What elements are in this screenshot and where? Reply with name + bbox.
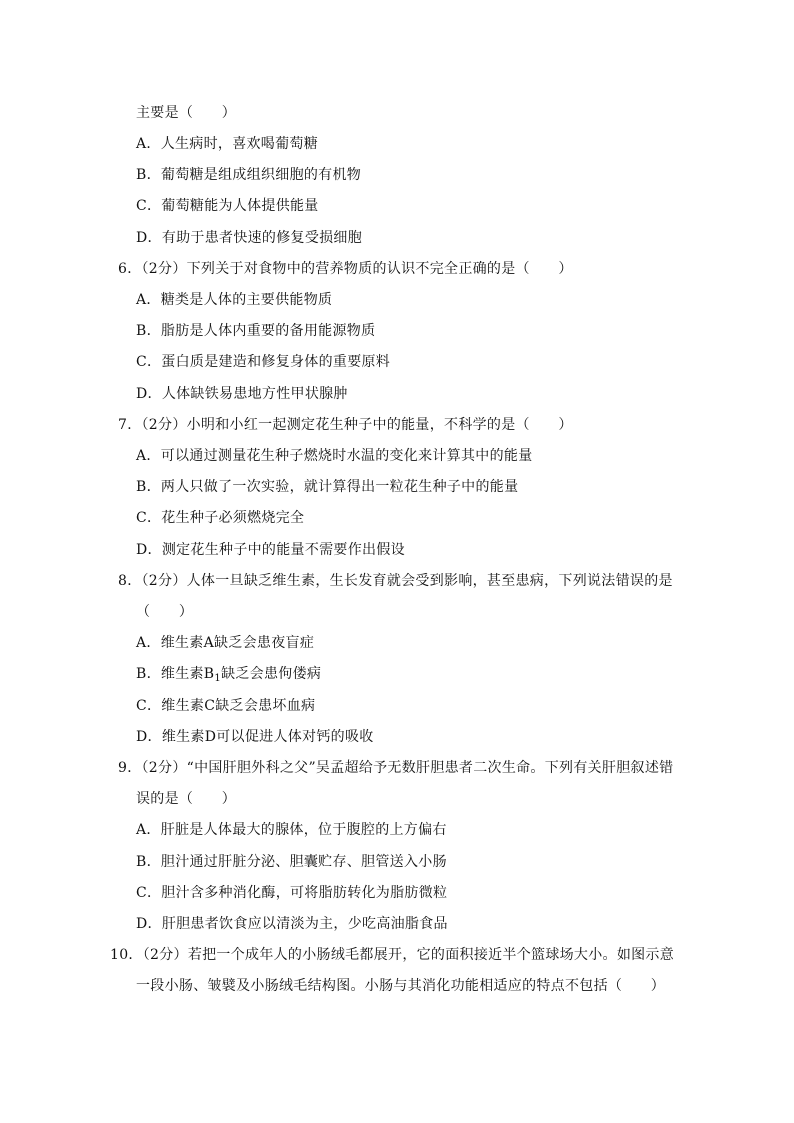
q6-option-c: C．蛋白质是建造和修复身体的重要原料 xyxy=(136,354,391,370)
q5-option-d: D．有助于患者快速的修复受损细胞 xyxy=(136,230,363,246)
q9-option-c: C．胆汁含多种消化酶，可将脂肪转化为脂肪微粒 xyxy=(136,885,448,901)
q8-option-b-subscript: 1 xyxy=(214,673,222,684)
q9-option-a: A．肝脏是人体最大的腺体，位于腹腔的上方偏右 xyxy=(136,822,447,838)
q7-option-a: A．可以通过测量花生种子燃烧时水温的变化来计算其中的能量 xyxy=(136,448,533,464)
q7-option-b: B．两人只做了一次实验，就计算得出一粒花生种子中的能量 xyxy=(136,479,519,495)
q7-option-d: D．测定花生种子中的能量不需要作出假设 xyxy=(136,542,405,558)
q6-option-b: B．脂肪是人体内重要的备用能源物质 xyxy=(136,323,376,339)
q7-option-c: C．花生种子必须燃烧完全 xyxy=(136,510,305,526)
q8-option-b-prefix: B．维生素B xyxy=(136,666,215,682)
q9-option-b: B．胆汁通过肝脏分泌、胆囊贮存、胆管送入小肠 xyxy=(136,854,447,870)
q9-option-d: D．肝胆患者饮食应以清淡为主，少吃高油脂食品 xyxy=(136,916,448,932)
q8-option-c: C．维生素C缺乏会患坏血病 xyxy=(136,698,316,714)
q8-option-a: A．维生素A缺乏会患夜盲症 xyxy=(136,635,315,651)
q6-option-a: A．糖类是人体的主要供能物质 xyxy=(136,292,333,308)
q7-stem: 7．（2分）小明和小红一起测定花生种子中的能量，不科学的是（ ） xyxy=(118,417,573,433)
q8-stem: 8．（2分）人体一旦缺乏维生素，生长发育就会受到影响，甚至患病，下列说法错误的是 xyxy=(118,573,673,589)
q5-option-a: A．人生病时，喜欢喝葡萄糖 xyxy=(136,136,319,152)
q9-stem-continuation: 误的是（ ） xyxy=(136,791,237,807)
q9-stem: 9．（2分）“中国肝胆外科之父”吴孟超给予无数肝胆患者二次生命。下列有关肝胆叙述错 xyxy=(118,760,674,776)
q8-option-d: D．维生素D可以促进人体对钙的吸收 xyxy=(136,729,374,745)
q5-option-c: C．葡萄糖能为人体提供能量 xyxy=(136,198,319,214)
q5-option-b: B．葡萄糖是组成组织细胞的有机物 xyxy=(136,167,362,183)
q10-stem-continuation: 一段小肠、皱襞及小肠绒毛结构图。小肠与其消化功能相适应的特点不包括（ ） xyxy=(136,978,666,994)
q8-option-b-suffix: 缺乏会患佝偻病 xyxy=(221,666,322,682)
q6-stem: 6．（2分）下列关于对食物中的营养物质的认识不完全正确的是（ ） xyxy=(118,261,573,277)
q8-option-b xyxy=(136,664,321,684)
q10-stem: 10．（2分）若把一个成年人的小肠绒毛都展开，它的面积接近半个篮球场大小。如图示意 xyxy=(110,947,675,963)
q6-option-d: D．人体缺铁易患地方性甲状腺肿 xyxy=(136,386,348,402)
q8-stem-continuation: （ ） xyxy=(136,604,194,620)
q5-stem-continuation: 主要是（ ） xyxy=(136,105,237,121)
